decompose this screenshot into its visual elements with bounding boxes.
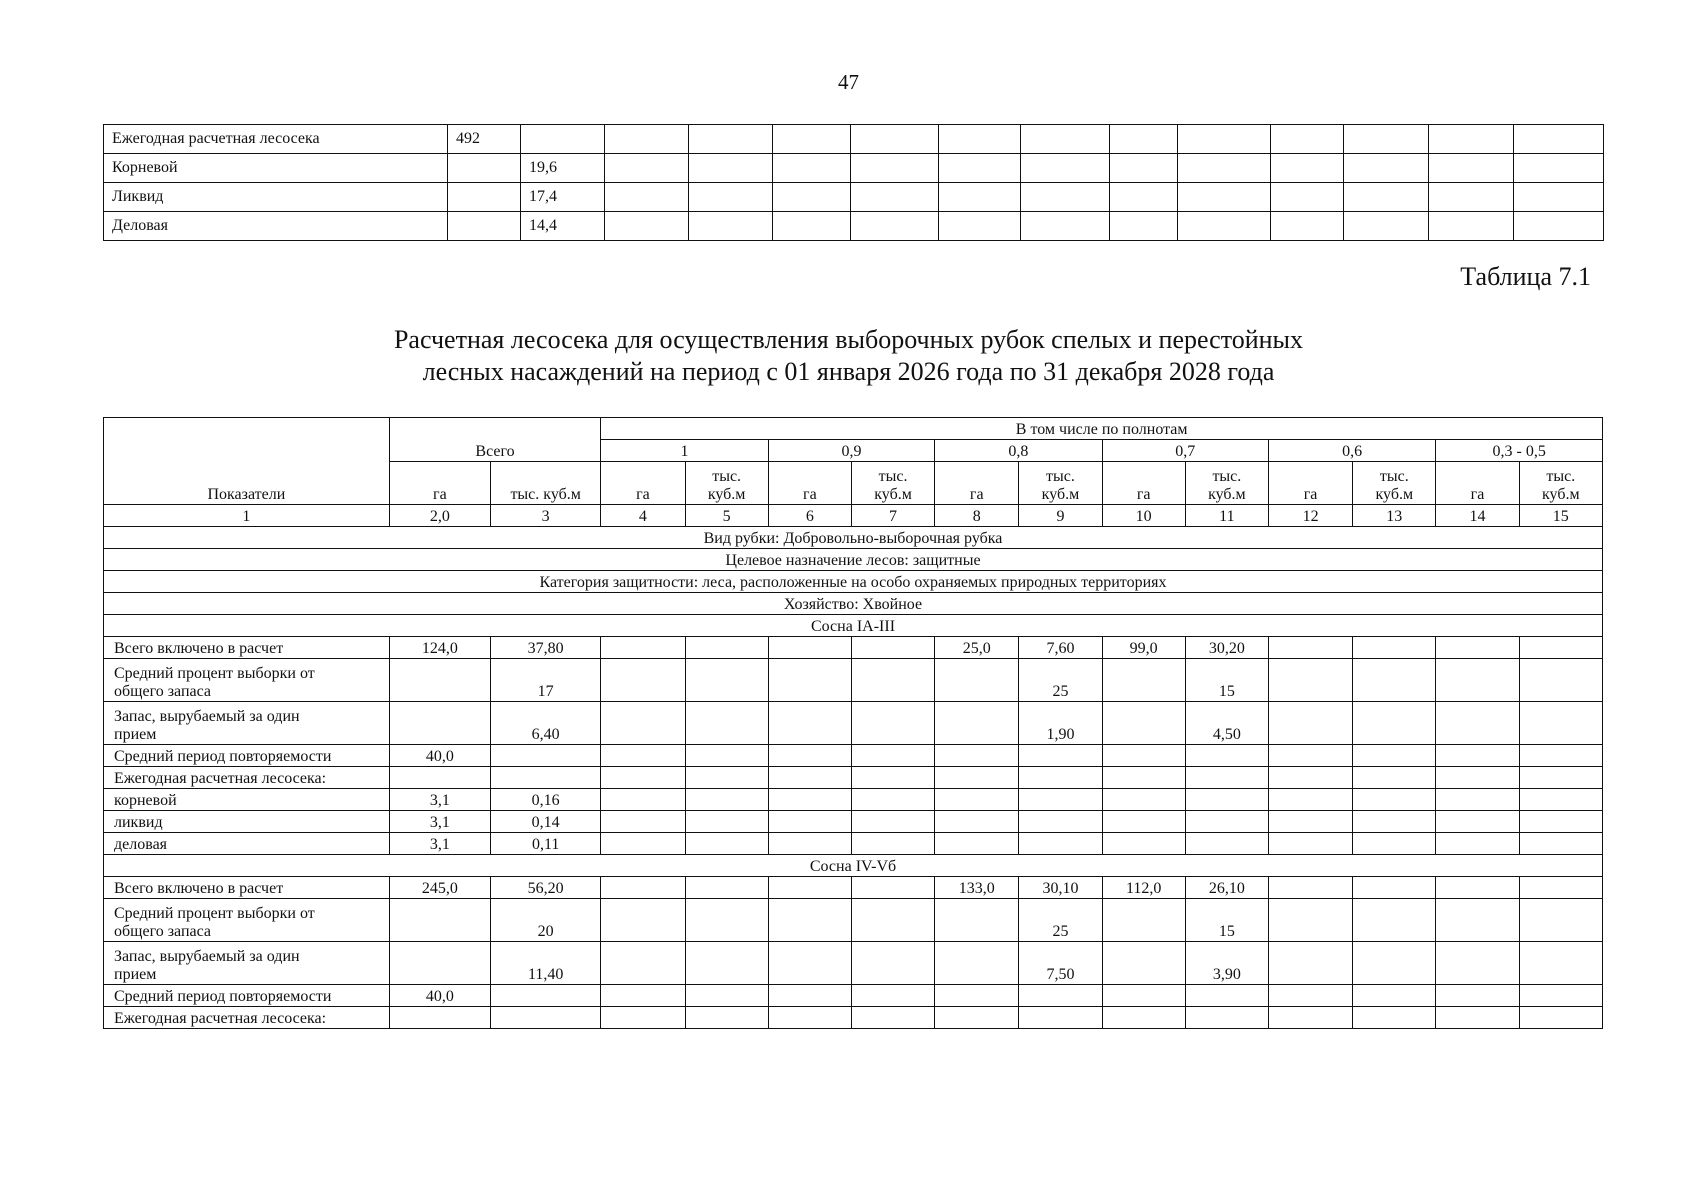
header-row (104, 418, 1603, 440)
table-cell: 124,0 (389, 637, 490, 659)
table-row (104, 154, 1604, 183)
table-row (104, 745, 1603, 767)
table-cell: 11,40 (491, 942, 601, 985)
header-unit: га (1268, 462, 1352, 505)
table-row (104, 942, 1603, 985)
table-cell: 25,0 (935, 637, 1019, 659)
row-label: Средний период повторяемости (104, 985, 390, 1007)
table-cell: 15 (1185, 899, 1268, 942)
table-cell (1519, 789, 1602, 811)
continuation-table (103, 124, 1604, 241)
table-cell: 14,4 (521, 212, 605, 241)
table-cell (389, 767, 490, 789)
table-cell (1268, 877, 1352, 899)
table-cell (1436, 833, 1519, 855)
table-cell (1102, 767, 1185, 789)
table-cell (1102, 833, 1185, 855)
table-cell (1436, 745, 1519, 767)
table-cell: 17 (491, 659, 601, 702)
table-cell (1436, 767, 1519, 789)
table-cell (935, 1007, 1019, 1029)
table-cell (601, 899, 685, 942)
table-cell (1519, 833, 1602, 855)
table-cell: 6,40 (491, 702, 601, 745)
table-cell (1353, 789, 1436, 811)
column-number: 1 (104, 505, 390, 527)
table-cell (935, 985, 1019, 1007)
header-total: Всего (389, 418, 601, 462)
table-cell (1268, 767, 1352, 789)
table-cell (851, 702, 934, 745)
table-cell (1436, 899, 1519, 942)
header-density: 0,6 (1268, 440, 1435, 462)
table-row (104, 899, 1603, 942)
table-cell (1353, 985, 1436, 1007)
table-cell: 37,80 (491, 637, 601, 659)
table-cell (935, 789, 1019, 811)
header-unit: га (1436, 462, 1519, 505)
table-cell (1102, 745, 1185, 767)
table-cell (448, 154, 521, 183)
header-density: 0,7 (1102, 440, 1268, 462)
row-label: Всего включено в расчет (104, 877, 390, 899)
table-cell (521, 125, 605, 154)
table-cell (1353, 899, 1436, 942)
table-cell: 19,6 (521, 154, 605, 183)
section-row (104, 593, 1603, 615)
table-cell: 3,1 (389, 833, 490, 855)
table-cell (1268, 942, 1352, 985)
table-cell (685, 985, 768, 1007)
table-cell (768, 877, 851, 899)
table-cell (685, 811, 768, 833)
header-density: 0,3 - 0,5 (1436, 440, 1603, 462)
header-by-density: В том числе по полнотам (601, 418, 1603, 440)
table-cell (1436, 789, 1519, 811)
table-cell (1519, 767, 1602, 789)
header-unit: тыс. куб.м (851, 462, 934, 505)
table-cell (601, 1007, 685, 1029)
table-cell (1519, 985, 1602, 1007)
table-cell (851, 1007, 934, 1029)
table-cell (1268, 745, 1352, 767)
table-cell: 7,60 (1019, 637, 1102, 659)
table-cell (768, 767, 851, 789)
table-cell: 7,50 (1019, 942, 1102, 985)
section-row (104, 549, 1603, 571)
table-cell (1353, 877, 1436, 899)
table-cell (768, 833, 851, 855)
table-cell (935, 942, 1019, 985)
column-number: 13 (1353, 505, 1436, 527)
table-title (0, 324, 1697, 388)
table-cell (851, 767, 934, 789)
table-cell: 20 (491, 899, 601, 942)
row-label: Ежегодная расчетная лесосека (104, 125, 448, 154)
table-cell (1185, 1007, 1268, 1029)
table-cell (768, 702, 851, 745)
table-cell (851, 637, 934, 659)
header-density: 1 (601, 440, 768, 462)
table-cell (685, 745, 768, 767)
row-label: Средний процент выборки от общего запаса (104, 659, 390, 702)
table-cell (1268, 702, 1352, 745)
header-indicators: Показатели (104, 418, 390, 505)
table-cell (1185, 833, 1268, 855)
table-cell (685, 767, 768, 789)
column-number: 6 (768, 505, 851, 527)
table-cell (1268, 789, 1352, 811)
table-cell: 4,50 (1185, 702, 1268, 745)
table-cell (1353, 811, 1436, 833)
table-cell (768, 899, 851, 942)
table-cell: 30,20 (1185, 637, 1268, 659)
table-cell (685, 789, 768, 811)
table-cell (1436, 985, 1519, 1007)
table-cell: 56,20 (491, 877, 601, 899)
column-number: 4 (601, 505, 685, 527)
row-label: Корневой (104, 154, 448, 183)
table-cell: 0,16 (491, 789, 601, 811)
table-cell (389, 1007, 490, 1029)
table-cell (1519, 899, 1602, 942)
section-purpose: Целевое назначение лесов: защитные (104, 549, 1603, 571)
table-cell: 99,0 (1102, 637, 1185, 659)
table-cell (1268, 899, 1352, 942)
header-unit: га (601, 462, 685, 505)
table-row (104, 183, 1604, 212)
column-number: 12 (1268, 505, 1352, 527)
table-cell (1436, 659, 1519, 702)
table-cell (1519, 877, 1602, 899)
table-cell (389, 702, 490, 745)
table-cell (1436, 702, 1519, 745)
row-label: деловая (104, 833, 390, 855)
row-label: Ежегодная расчетная лесосека: (104, 767, 390, 789)
column-number: 15 (1519, 505, 1602, 527)
table-cell (935, 659, 1019, 702)
table-row (104, 659, 1603, 702)
row-label: Ликвид (104, 183, 448, 212)
section-row (104, 615, 1603, 637)
group1-body (104, 637, 1603, 855)
table-cell (851, 833, 934, 855)
table-cell: 3,1 (389, 811, 490, 833)
table-row (104, 877, 1603, 899)
table-row (104, 125, 1604, 154)
group2-body (104, 877, 1603, 1029)
row-label: Ежегодная расчетная лесосека: (104, 1007, 390, 1029)
table-cell (1102, 985, 1185, 1007)
column-number: 7 (851, 505, 934, 527)
column-number: 5 (685, 505, 768, 527)
section-group: Сосна IA-III (104, 615, 1603, 637)
table-cell (1436, 942, 1519, 985)
table-cell (1185, 745, 1268, 767)
table-cell: 0,11 (491, 833, 601, 855)
table-cell (851, 745, 934, 767)
table-cell (601, 637, 685, 659)
table-cell: 15 (1185, 659, 1268, 702)
table-cell (1519, 702, 1602, 745)
table-cell (851, 877, 934, 899)
table-cell (935, 767, 1019, 789)
section-group: Сосна IV-Vб (104, 855, 1603, 877)
column-number-row (104, 505, 1603, 527)
table-cell (1436, 1007, 1519, 1029)
table-cell (1353, 767, 1436, 789)
row-label: Запас, вырубаемый за один прием (104, 942, 390, 985)
table-cell (768, 942, 851, 985)
header-unit: тыс. куб.м (1019, 462, 1102, 505)
table-cell (389, 659, 490, 702)
table-cell (1102, 1007, 1185, 1029)
table-cell (601, 767, 685, 789)
row-label: Всего включено в расчет (104, 637, 390, 659)
table-cell (389, 942, 490, 985)
table-cell (1019, 833, 1102, 855)
table-cell: 25 (1019, 659, 1102, 702)
table-cell (685, 1007, 768, 1029)
header-unit: га (389, 462, 490, 505)
header-unit: га (935, 462, 1019, 505)
row-label: корневой (104, 789, 390, 811)
table-cell (768, 985, 851, 1007)
table-row (104, 833, 1603, 855)
table-cell (851, 985, 934, 1007)
table-cell: 245,0 (389, 877, 490, 899)
table-cell (1519, 942, 1602, 985)
table-cell (601, 877, 685, 899)
header-density: 0,8 (935, 440, 1102, 462)
page-number: 47 (838, 70, 859, 94)
table-cell (1019, 811, 1102, 833)
row-label: Запас, вырубаемый за один прием (104, 702, 390, 745)
table-cell (1353, 942, 1436, 985)
section-farm: Хозяйство: Хвойное (104, 593, 1603, 615)
column-number: 3 (491, 505, 601, 527)
table-cell (1519, 745, 1602, 767)
table-cell (1353, 833, 1436, 855)
table-cell (1185, 767, 1268, 789)
header-unit: тыс. куб.м (1185, 462, 1268, 505)
table-cell (685, 942, 768, 985)
table-cell (1268, 659, 1352, 702)
column-number: 14 (1436, 505, 1519, 527)
table-cell (685, 637, 768, 659)
header-unit: тыс. куб.м (685, 462, 768, 505)
table-cell: 0,14 (491, 811, 601, 833)
table-cell (448, 183, 521, 212)
table-row (104, 985, 1603, 1007)
table-cell (768, 637, 851, 659)
table-cell (1102, 789, 1185, 811)
table-cell (389, 899, 490, 942)
table-cell (1436, 811, 1519, 833)
table-cell: 40,0 (389, 985, 490, 1007)
table-cell (1102, 659, 1185, 702)
table-cell (851, 659, 934, 702)
table-cell (851, 899, 934, 942)
row-label: Средний период повторяемости (104, 745, 390, 767)
section-row (104, 527, 1603, 549)
table-row (104, 1007, 1603, 1029)
table-row (104, 767, 1603, 789)
section-category: Категория защитности: леса, расположенные на особо охраняемых природных территориях (104, 571, 1603, 593)
table-cell (448, 212, 521, 241)
table-cell: 3,1 (389, 789, 490, 811)
main-table (103, 417, 1603, 1029)
table-cell: 112,0 (1102, 877, 1185, 899)
table-cell: 26,10 (1185, 877, 1268, 899)
table-cell (1268, 1007, 1352, 1029)
table-cell (685, 899, 768, 942)
table-cell (1102, 811, 1185, 833)
table-row (104, 702, 1603, 745)
table-cell (601, 985, 685, 1007)
column-number: 9 (1019, 505, 1102, 527)
table-cell (601, 659, 685, 702)
table-cell (1436, 877, 1519, 899)
table-row (104, 789, 1603, 811)
table-cell (935, 899, 1019, 942)
table-cell (1019, 767, 1102, 789)
table-cell (1019, 1007, 1102, 1029)
section-row (104, 571, 1603, 593)
title-line-1: Расчетная лесосека для осуществления выборочных рубок спелых и перестойных (393, 325, 1304, 354)
table-cell: 30,10 (1019, 877, 1102, 899)
column-number: 10 (1102, 505, 1185, 527)
table-cell (491, 985, 601, 1007)
header-unit: тыс. куб.м (1519, 462, 1602, 505)
table-cell (491, 767, 601, 789)
table-cell (1102, 702, 1185, 745)
table-cell (1102, 899, 1185, 942)
table-cell (768, 789, 851, 811)
table-cell (685, 877, 768, 899)
table-cell (1268, 833, 1352, 855)
table-cell (768, 1007, 851, 1029)
table-cell (1185, 985, 1268, 1007)
table-cell (1353, 637, 1436, 659)
table-cell (491, 1007, 601, 1029)
table-cell (1519, 637, 1602, 659)
column-number: 8 (935, 505, 1019, 527)
table-cell (601, 833, 685, 855)
table-cell (935, 811, 1019, 833)
table-cell: 25 (1019, 899, 1102, 942)
table-cell (851, 942, 934, 985)
table-cell: 17,4 (521, 183, 605, 212)
table-cell (768, 811, 851, 833)
table-row (104, 212, 1604, 241)
table-row (104, 811, 1603, 833)
table-cell (1268, 985, 1352, 1007)
table-cell (601, 811, 685, 833)
header-density: 0,9 (768, 440, 934, 462)
table-cell (601, 745, 685, 767)
table-cell: 133,0 (935, 877, 1019, 899)
table-cell (601, 942, 685, 985)
table-cell (1353, 1007, 1436, 1029)
header-unit: тыс. куб.м (491, 462, 601, 505)
row-label: Средний процент выборки от общего запаса (104, 899, 390, 942)
table-cell: 492 (448, 125, 521, 154)
table-cell (851, 789, 934, 811)
table-cell (935, 702, 1019, 745)
table-cell (1019, 745, 1102, 767)
table-row (104, 637, 1603, 659)
table-cell (851, 811, 934, 833)
table-cell (1519, 659, 1602, 702)
section-row (104, 855, 1603, 877)
table-cell (685, 659, 768, 702)
table-cell (935, 745, 1019, 767)
table-cell (1519, 1007, 1602, 1029)
table-cell (491, 745, 601, 767)
title-line-2: лесных насаждений на период с 01 января 2026 года по 31 декабря 2028 года (422, 357, 1275, 386)
table-cell: 3,90 (1185, 942, 1268, 985)
table-cell (935, 833, 1019, 855)
table-cell (601, 702, 685, 745)
section-cutting-type: Вид рубки: Добровольно-выборочная рубка (104, 527, 1603, 549)
table-cell (1185, 789, 1268, 811)
table-cell (1019, 985, 1102, 1007)
table-cell (1019, 789, 1102, 811)
header-unit: тыс. куб.м (1353, 462, 1436, 505)
table-cell (768, 745, 851, 767)
table-cell (685, 702, 768, 745)
table-label: Таблица 7.1 (1460, 262, 1591, 291)
table-cell (601, 789, 685, 811)
column-number: 11 (1185, 505, 1268, 527)
header-unit: га (768, 462, 851, 505)
table-cell (685, 833, 768, 855)
table-cell (1268, 637, 1352, 659)
table-cell (1353, 745, 1436, 767)
table-cell (1353, 702, 1436, 745)
table-cell: 40,0 (389, 745, 490, 767)
table-cell: 1,90 (1019, 702, 1102, 745)
table-cell (1102, 942, 1185, 985)
table-cell (1353, 659, 1436, 702)
row-label: ликвид (104, 811, 390, 833)
header-unit: га (1102, 462, 1185, 505)
table-cell (768, 659, 851, 702)
table-cell (1185, 811, 1268, 833)
table-cell (1436, 637, 1519, 659)
table-cell (1268, 811, 1352, 833)
row-label: Деловая (104, 212, 448, 241)
column-number: 2,0 (389, 505, 490, 527)
table-cell (1519, 811, 1602, 833)
